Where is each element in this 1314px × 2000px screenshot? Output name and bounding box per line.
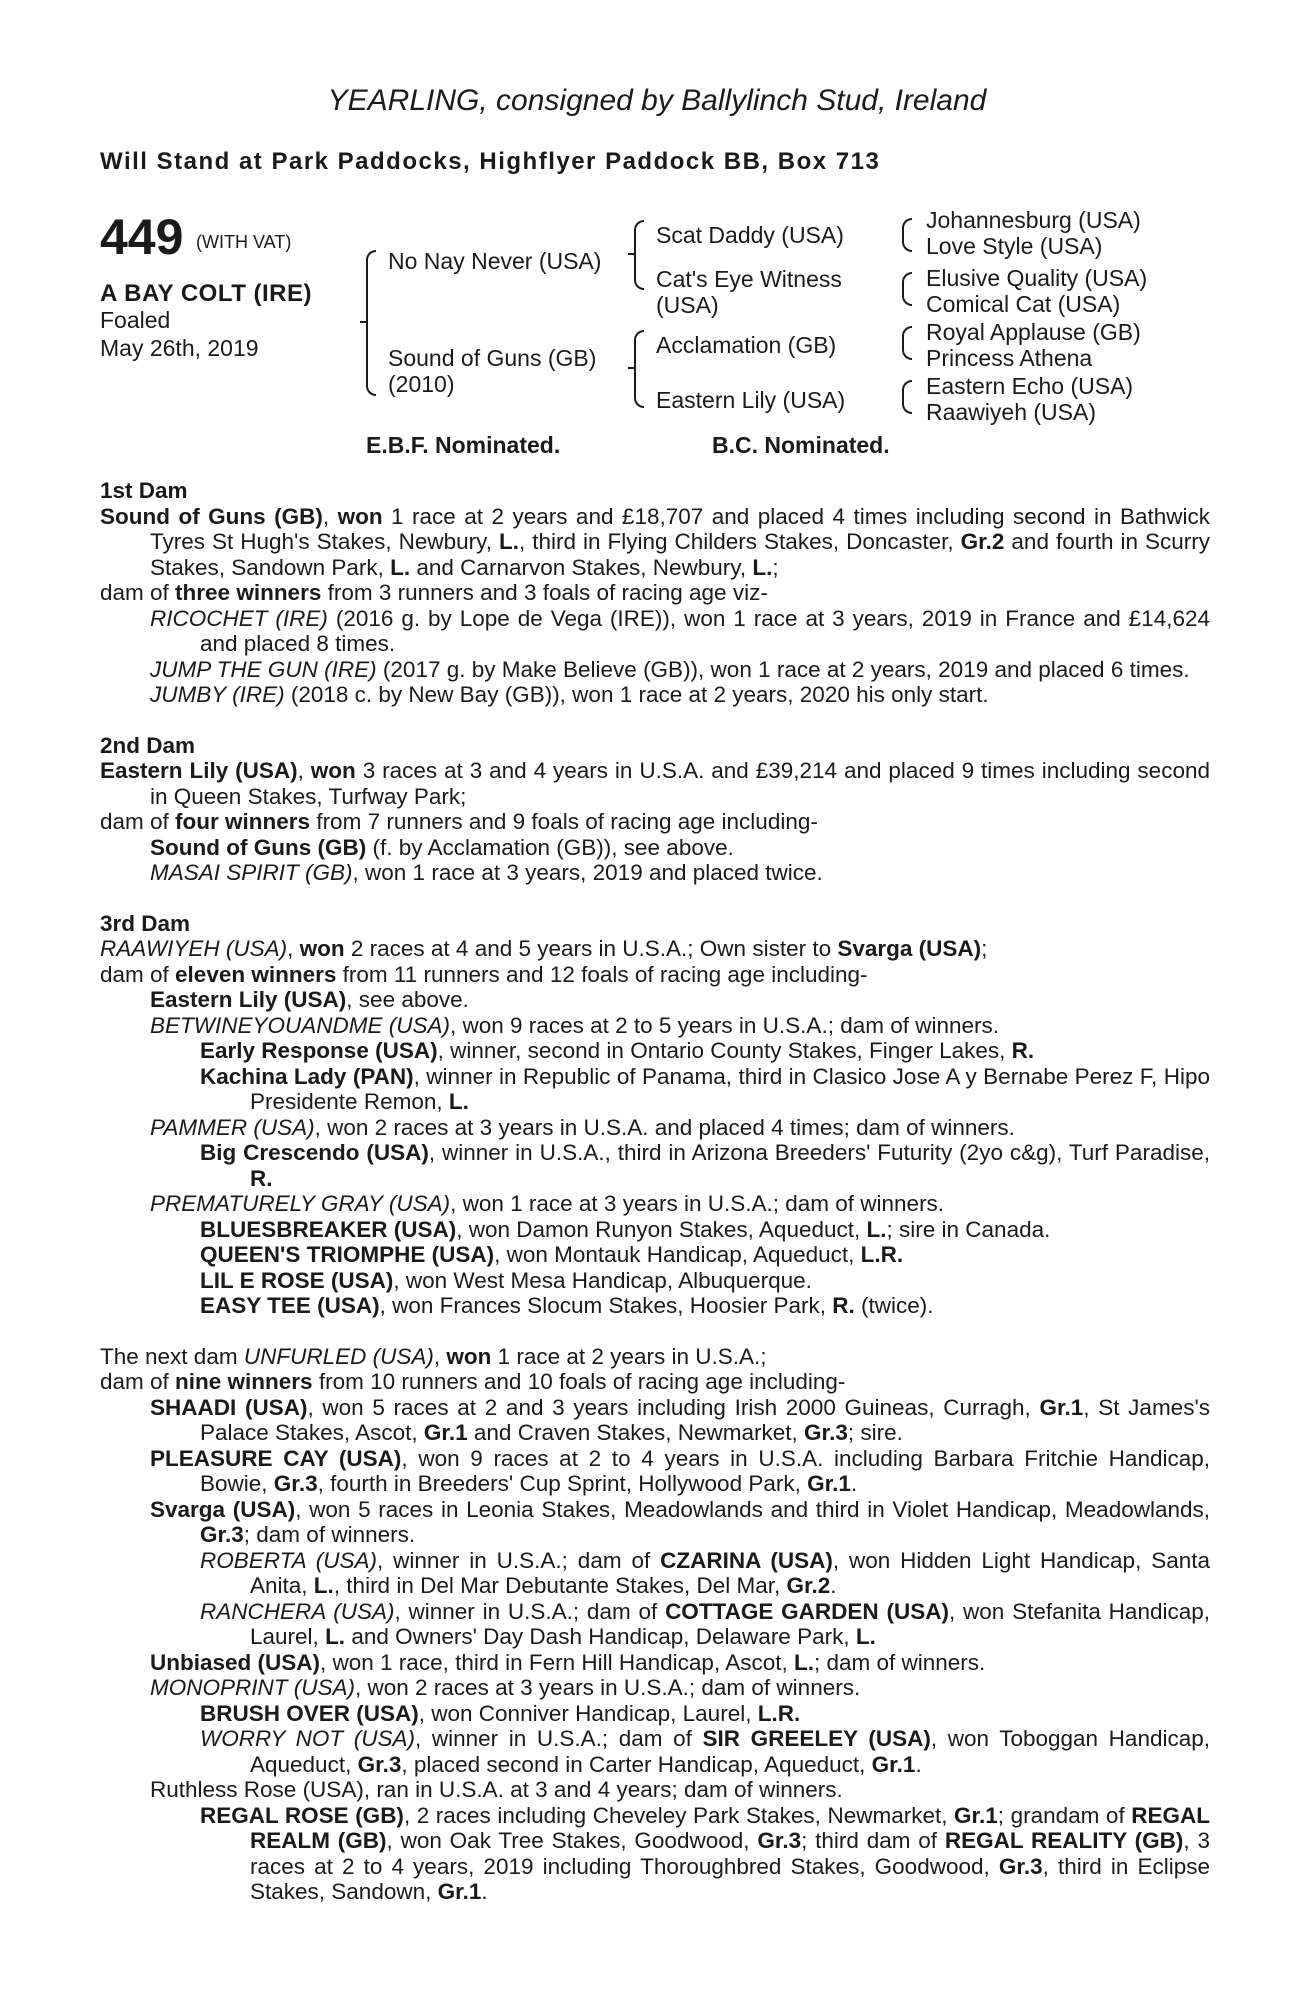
pedigree-dss: Royal Applause (GB) [926, 319, 1141, 345]
foaled-label: Foaled [100, 307, 171, 333]
pedigree-line: RICOCHET (IRE) (2016 g. by Lope de Vega (IRE)), won 1 race at 3 years, 2019 in France and £14,624 and placed 8 times. [150, 605, 1211, 656]
pedigree-line: BETWINEYOUANDME (USA), won 9 races at 2 to 5 years in U.S.A.; dam of winners. [150, 1012, 1000, 1038]
pedigree-sire-sire: Scat Daddy (USA) [656, 222, 844, 248]
pedigree-line: dam of three winners from 3 runners and 3 foals of racing age viz- [100, 580, 768, 605]
pedigree-dam-year: (2010) [388, 371, 455, 397]
stand-location: Will Stand at Park Paddocks, Highflyer Paddock BB, Box 713 [100, 148, 881, 175]
pedigree-line: SHAADI (USA), won 5 races at 2 and 3 years including Irish 2000 Guineas, Curragh, Gr.1, St James's Palace Stakes, Ascot, Gr.1 and Craven Stakes, Newmarket, Gr.3; sire. [150, 1394, 1210, 1445]
pedigree-line: RANCHERA (USA), winner in U.S.A.; dam of COTTAGE GARDEN (USA), won Stefanita Handicap, Laurel, L. and Owners' Day Dash Handicap, Delaware Park, L. [200, 1598, 1210, 1649]
pedigree-line: MASAI SPIRIT (GB), won 1 race at 3 years, 2019 and placed twice. [150, 860, 823, 885]
catalogue-heading: YEARLING, consigned by Ballylinch Stud, Ireland [327, 84, 987, 117]
foaled-info [100, 306, 259, 362]
pedigree-sds: Elusive Quality (USA) [926, 265, 1148, 291]
pedigree-line: Big Crescendo (USA), winner in U.S.A., third in Arizona Breeders' Futurity (2yo c&g), Turf Paradise, R. [200, 1140, 1210, 1191]
pedigree-line: Kachina Lady (PAN), winner in Republic of Panama, third in Clasico Jose A y Bernabe Perez F, Hipo Presidente Remon, L. [200, 1063, 1210, 1114]
pedigree-line: JUMBY (IRE) (2018 c. by New Bay (GB)), won 1 race at 2 years, 2020 his only start. [150, 682, 989, 707]
pedigree-line: WORRY NOT (USA), winner in U.S.A.; dam of SIR GREELEY (USA), won Toboggan Handicap, Aqueduct, Gr.3, placed second in Carter Handicap, Aqueduct, Gr.1. [200, 1726, 1210, 1777]
foaled-date: May 26th, 2019 [100, 335, 259, 361]
pedigree-line: Early Response (USA), winner, second in Ontario County Stakes, Finger Lakes, R. [200, 1038, 1035, 1063]
pedigree-line: BRUSH OVER (USA), won Conniver Handicap, Laurel, L.R. [200, 1700, 801, 1726]
spacer [100, 1319, 1210, 1344]
spacer [100, 886, 1210, 911]
pedigree-line: EASY TEE (USA), won Frances Slocum Stakes, Hoosier Park, R. (twice). [200, 1293, 934, 1318]
pedigree-line: QUEEN'S TRIOMPHE (USA), won Montauk Handicap, Aqueduct, L.R. [200, 1242, 904, 1267]
pedigree-line: RAAWIYEH (USA), won 2 races at 4 and 5 years in U.S.A.; Own sister to Svarga (USA); [100, 936, 988, 961]
pedigree-line: PAMMER (USA), won 2 races at 3 years in U.S.A. and placed 4 times; dam of winners. [150, 1114, 1015, 1140]
brace-dam [634, 330, 644, 408]
pedigree-dam-sire: Acclamation (GB) [656, 332, 837, 358]
pedigree-line: Eastern Lily (USA), see above. [150, 987, 469, 1012]
brace-dd [902, 380, 912, 414]
pedigree-sire-dam [656, 266, 842, 318]
brace-sire [634, 220, 644, 290]
section-heading: 3rd Dam [100, 910, 191, 936]
spacer [100, 708, 1210, 733]
pedigree-dam-name: Sound of Guns (GB) [388, 345, 597, 371]
section-heading: 1st Dam [100, 478, 188, 503]
pedigree-line: JUMP THE GUN (IRE) (2017 g. by Make Believe (GB)), won 1 race at 2 years, 2019 and placed 6 times. [150, 656, 1190, 682]
pedigree-line: BLUESBREAKER (USA), won Damon Runyon Stakes, Aqueduct, L.; sire in Canada. [200, 1216, 1051, 1242]
brace-ds [902, 326, 912, 360]
pedigree-line: ROBERTA (USA), winner in U.S.A.; dam of CZARINA (USA), won Hidden Light Handicap, Santa Anita, L., third in Del Mar Debutante Stakes, Del Mar, Gr.2. [200, 1547, 1210, 1598]
vat-label: (WITH VAT) [196, 232, 292, 252]
pedigree-line: LIL E ROSE (USA), won West Mesa Handicap, Albuquerque. [200, 1267, 812, 1293]
lot-description: A BAY COLT (IRE) [100, 280, 313, 307]
pedigree-notes [100, 478, 1210, 1905]
brace-ss [902, 218, 912, 252]
pedigree-dds: Eastern Echo (USA) [926, 373, 1134, 399]
pedigree-line: Ruthless Rose (USA), ran in U.S.A. at 3 and 4 years; dam of winners. [150, 1777, 843, 1802]
pedigree-line: MONOPRINT (USA), won 2 races at 3 years in U.S.A.; dam of winners. [150, 1675, 861, 1700]
pedigree-line: Svarga (USA), won 5 races in Leonia Stakes, Meadowlands and third in Violet Handicap, Meadowlands, Gr.3; dam of winners. [150, 1496, 1211, 1547]
lot-number: 449 [100, 209, 184, 265]
pedigree-line: Unbiased (USA), won 1 race, third in Fern Hill Handicap, Ascot, L.; dam of winners. [150, 1649, 986, 1675]
pedigree-line: Sound of Guns (GB) (f. by Acclamation (GB)), see above. [150, 834, 734, 860]
pedigree-line: Eastern Lily (USA), won 3 races at 3 and 4 years in U.S.A. and £39,214 and placed 9 times including second in Queen Stakes, Turfway Park; [100, 758, 1210, 809]
pedigree-sdd: Comical Cat (USA) [926, 291, 1121, 317]
section-heading: 2nd Dam [100, 732, 196, 758]
pedigree-line: dam of four winners from 7 runners and 9 foals of racing age including- [100, 809, 818, 834]
pedigree-line: dam of nine winners from 10 runners and 10 foals of racing age including- [100, 1369, 846, 1394]
pedigree-ddd: Raawiyeh (USA) [926, 399, 1096, 425]
pedigree-sss: Johannesburg (USA) [926, 207, 1141, 233]
pedigree-line: PREMATURELY GRAY (USA), won 1 race at 3 years in U.S.A.; dam of winners. [150, 1191, 945, 1216]
pedigree-dam [388, 345, 596, 397]
pedigree-dam-dam: Eastern Lily (USA) [656, 387, 846, 413]
pedigree-line: REGAL ROSE (GB), 2 races including Cheveley Park Stakes, Newmarket, Gr.1; grandam of REGAL REALM (GB), won Oak Tree Stakes, Goodwood, Gr.3; third dam of REGAL REALITY (GB), 3 races at 2 to 4 years, 2019 including Thoroughbred Stakes, Goodwood, Gr.3, third in Eclipse Stakes, Sandown, Gr.1. [200, 1802, 1210, 1904]
pedigree-ssd: Love Style (USA) [926, 233, 1103, 259]
pedigree-line: PLEASURE CAY (USA), won 9 races at 2 to 4 years in U.S.A. including Barbara Fritchie Handicap, Bowie, Gr.3, fourth in Breeders' Cup Sprint, Hollywood Park, Gr.1. [150, 1445, 1211, 1496]
pedigree-line: Sound of Guns (GB), won 1 race at 2 years and £18,707 and placed 4 times including second in Bathwick Tyres St Hugh's Stakes, Newbury, L., third in Flying Childers Stakes, Doncaster, Gr.2 and fourth in Scurry Stakes, Sandown Park, L. and Carnarvon Stakes, Newbury, L.; [100, 503, 1210, 580]
pedigree-dsd: Princess Athena [926, 345, 1093, 371]
pedigree-sire-dam-name: Cat's Eye Witness [656, 266, 842, 292]
pedigree-sire: No Nay Never (USA) [388, 248, 602, 274]
brace-sd [902, 272, 912, 306]
pedigree-line: The next dam UNFURLED (USA), won 1 race at 2 years in U.S.A.; [100, 1343, 767, 1369]
brace-main [366, 250, 376, 396]
pedigree-line: dam of eleven winners from 11 runners and 12 foals of racing age including- [100, 961, 868, 987]
pedigree-sire-dam-country: (USA) [656, 292, 719, 318]
ebf-nomination: E.B.F. Nominated. [366, 432, 561, 458]
bc-nomination: B.C. Nominated. [712, 432, 890, 458]
